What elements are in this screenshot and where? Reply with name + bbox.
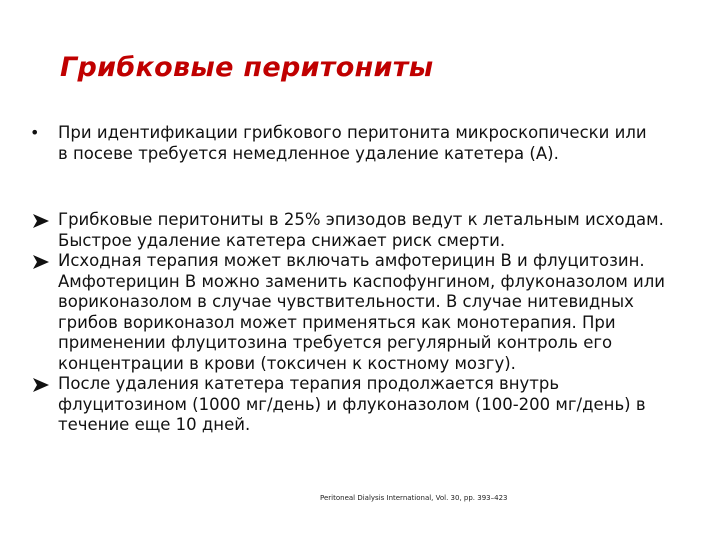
arrow-marker-icon xyxy=(32,210,58,251)
bullet-dot-icon: • xyxy=(30,123,40,142)
intro-text: При идентификации грибкового перитонита микроскопически или в посеве требуется немедленное удаление катетера (А). xyxy=(58,123,647,163)
list-item-text: Грибковые перитониты в 25% эпизодов ведут к летальным исходам. Быстрое удаление катетера снижает риск смерти. xyxy=(58,210,664,250)
list-item xyxy=(32,251,692,374)
list-item-text: Исходная терапия может включать амфотерицин В и флуцитозин. Амфотерицин В можно заменить каспофунгином, флуконазолом или вориконазолом в случае чувствительности. В случае нитевидных грибов вориконазол может применяться как монотерапия. При применении флуцитозина требуется регулярный контроль его концентрации в крови (токсичен к костному мозгу). xyxy=(58,251,666,373)
list-item xyxy=(32,210,692,251)
list-item xyxy=(32,374,692,436)
slide-title: Грибковые перитониты xyxy=(60,52,434,83)
arrow-bullet-list xyxy=(32,210,692,436)
intro-bullet xyxy=(30,122,690,164)
arrow-marker-icon xyxy=(32,374,58,436)
arrow-marker-icon xyxy=(32,251,58,374)
list-item-text: После удаления катетера терапия продолжается внутрь флуцитозином (1000 мг/день) и флуконазолом (100-200 мг/день) в течение еще 10 дней. xyxy=(58,374,646,434)
citation: Peritoneal Dialysis International, Vol. 30, pp. 393–423 xyxy=(320,494,508,502)
